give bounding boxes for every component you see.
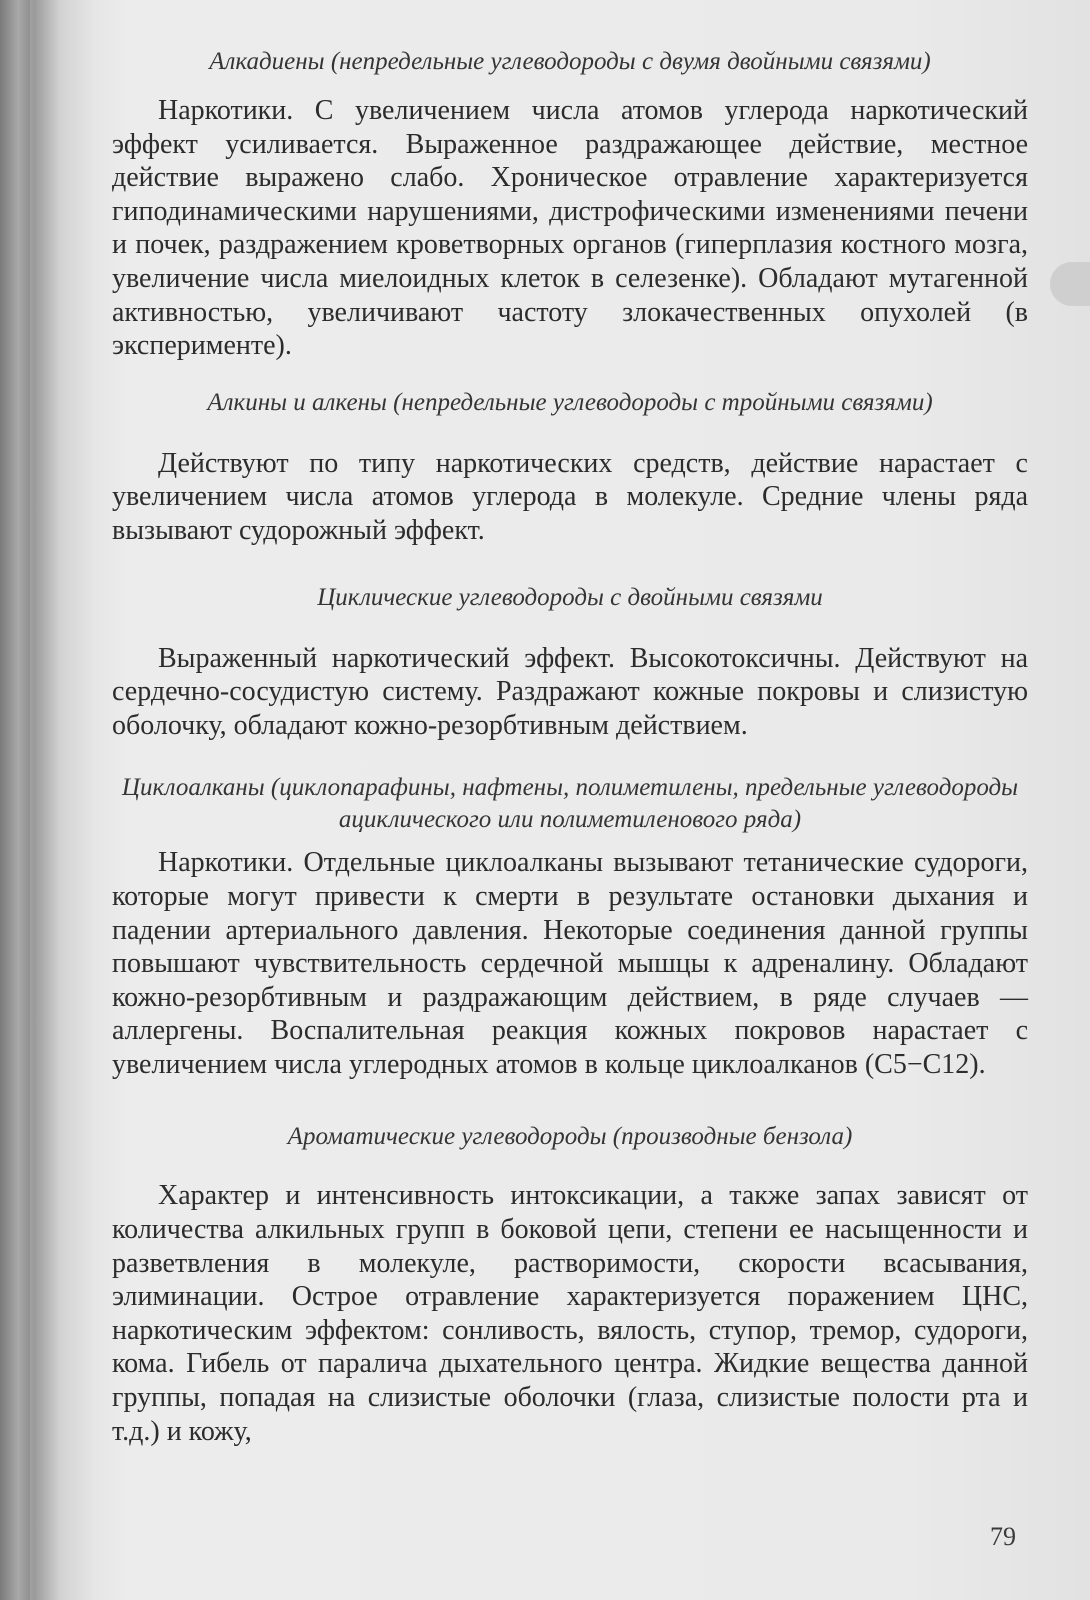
page-number: 79 xyxy=(990,1522,1016,1551)
heading-alkadienes: Алкадиены (непредельные углеводороды с двумя двойными связями) xyxy=(209,48,931,75)
heading-alkynes-alkenes: Алкины и алкены (непредельные углеводороды с тройными связями) xyxy=(207,388,933,416)
paragraph-cyclic-hydrocarbons: Выраженный наркотический эффект. Высокотоксичны. Действуют на сердечно-сосудистую систему. Раздражают кожные покровы и слизистую оболочку, обладают кожно-резорбтивным действием. xyxy=(112,642,1028,741)
paragraph-aromatic-hydrocarbons: Характер и интенсивность интоксикации, а также запах зависят от количества алкильных групп в боковой цепи, степени ее насыщенности и разветвления в молекуле, растворимости, скорости всасывания, элиминации. Острое отравление характеризуется поражением ЦНС, наркотическим эффектом: сонливость, вялость, ступор, тремор, судороги, кома. Гибель от паралича дыхательного центра. Жидкие вещества данной группы, попадая на слизистые оболочки (глаза, слизистые полости рта и т.д.) и кожу, xyxy=(112,1180,1028,1447)
edge-mark xyxy=(1050,262,1090,306)
heading-aromatic-hydrocarbons: Ароматические углеводороды (производные бензола) xyxy=(287,1123,853,1151)
paragraph-alkadienes: Наркотики. С увеличением числа атомов углерода наркотический эффект усиливается. Выраженное раздражающее действие, местное действие выражено слабо. Хроническое отравление характеризуется гиподинамическими нарушениями, дистрофическими изменениями печени и почек, раздражением кроветворных органов (гиперплазия костного мозга, увеличение числа миелоидных клеток в селезенке). Обладают мутагенной активностью, увеличивают частоту злокачественных опухолей (в эксперименте). xyxy=(112,95,1028,362)
book-spine-shadow xyxy=(0,0,30,1600)
paragraph-alkynes-alkenes: Действуют по типу наркотических средств, действие нарастает с увеличением числа атомов углерода в молекуле. Средние члены ряда вызывают судорожный эффект. xyxy=(112,447,1028,546)
heading-cyclic-hydrocarbons: Циклические углеводороды с двойными связями xyxy=(317,583,823,611)
heading-cycloalkanes: Циклоалканы (циклопарафины, нафтены, полиметилены, предельные углеводороды ациклического или полиметиленового ряда) xyxy=(121,774,1019,834)
paragraph-cycloalkanes: Наркотики. Отдельные циклоалканы вызывают тетанические судороги, которые могут привести к смерти в результате остановки дыхания и падении артериального давления. Некоторые соединения данной группы повышают чувствительность сердечной мышцы к адреналину. Обладают кожно-резорбтивным и раздражающим действием, в ряде случаев — аллергены. Воспалительная реакция кожных покровов нарастает с увеличением числа углеродных атомов в кольце циклоалканов (С5−С12). xyxy=(112,847,1028,1080)
page-content xyxy=(112,40,1028,1448)
